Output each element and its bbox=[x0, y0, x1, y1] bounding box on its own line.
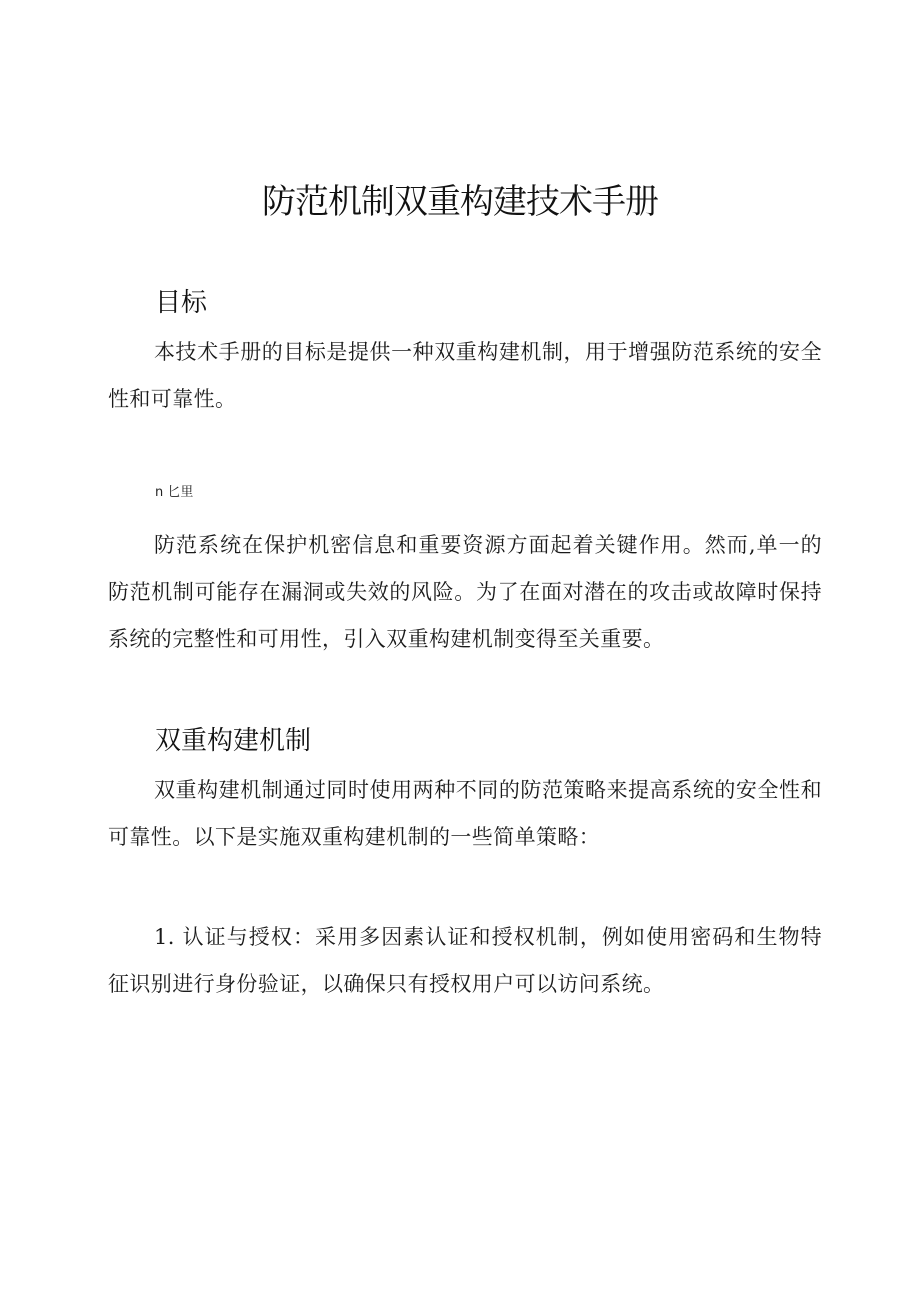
dual-mechanism-paragraph: 双重构建机制通过同时使用两种不同的防范策略来提高系统的安全性和可靠性。以下是实施双重构建机制的一些简单策略： bbox=[108, 778, 822, 849]
background-paragraph: 防范系统在保护机密信息和重要资源方面起着关键作用。然而,单一的防范机制可能存在漏洞或失效的风险。为了在面对潜在的攻击或故障时保持系统的完整性和可用性，引入双重构建机制变得至关重要。 bbox=[108, 533, 822, 651]
section-heading-goal: 目标 bbox=[155, 288, 208, 318]
document-title: 防范机制双重构建技术手册 bbox=[262, 182, 658, 222]
section-heading-dual-mechanism: 双重构建机制 bbox=[155, 726, 312, 756]
list-item-authentication: 1. 认证与授权：采用多因素认证和授权机制，例如使用密码和生物特征识别进行身份验证，以确保只有授权用户可以访问系统。 bbox=[108, 925, 822, 996]
goal-paragraph: 本技术手册的目标是提供一种双重构建机制，用于增强防范系统的安全性和可靠性。 bbox=[108, 340, 822, 411]
background-note: n 匕里 bbox=[155, 485, 194, 500]
